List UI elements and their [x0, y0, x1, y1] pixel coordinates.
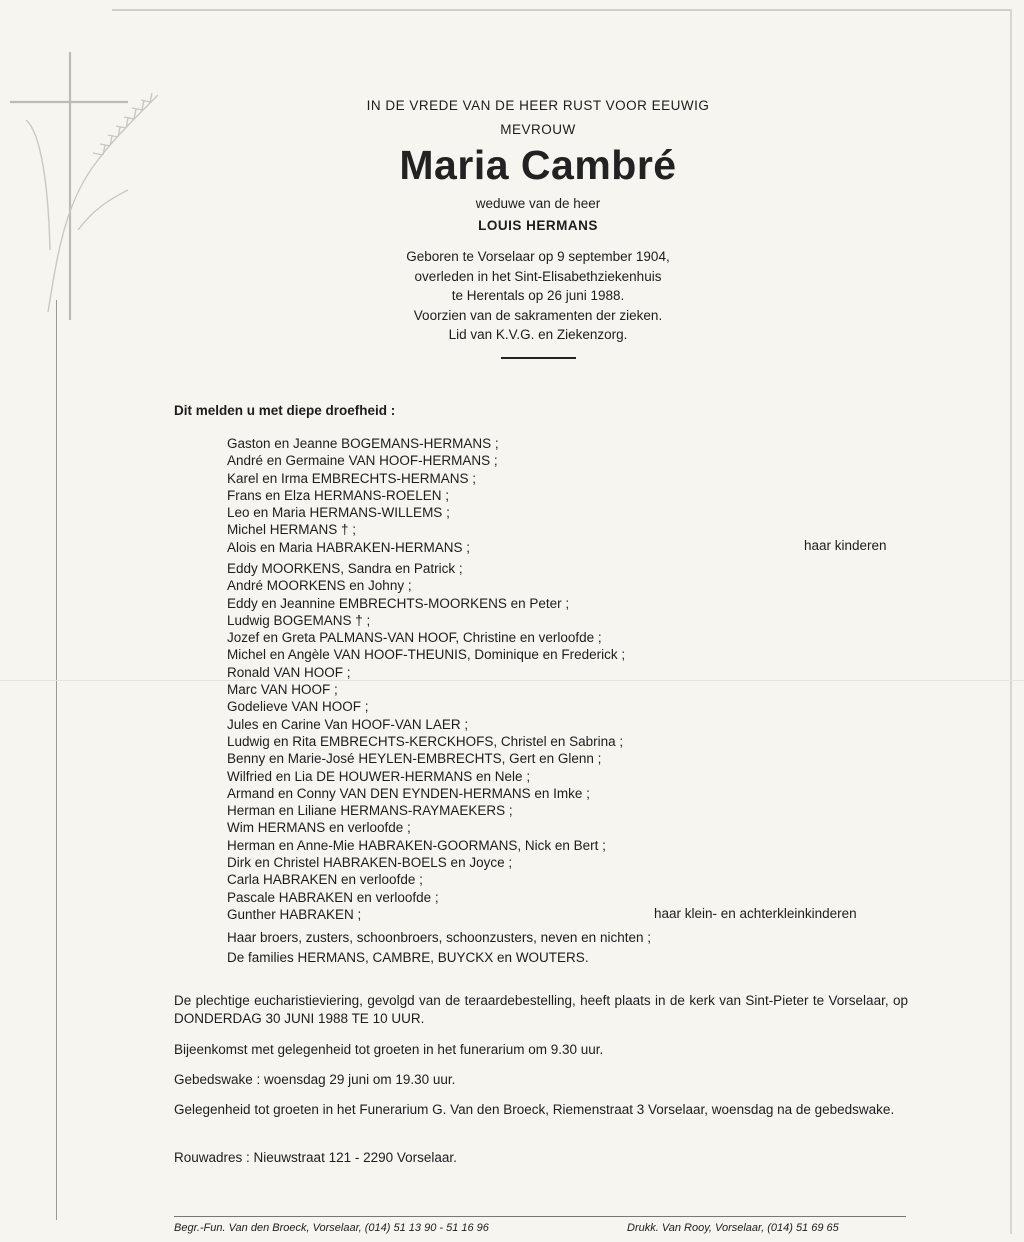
list-item: Gaston en Jeanne BOGEMANS-HERMANS ; — [227, 436, 499, 451]
list-item: Dirk en Christel HABRAKEN-BOELS en Joyce ; — [227, 855, 513, 871]
list-item: Godelieve VAN HOOF ; — [227, 699, 369, 715]
list-item: André MOORKENS en Johny ; — [227, 578, 412, 594]
list-item: Karel en Irma EMBRECHTS-HERMANS ; — [227, 470, 477, 486]
list-item: Frans en Elza HERMANS-ROELEN ; — [227, 487, 450, 503]
bio-line: Voorzien van de sakramenten der zieken. — [413, 307, 663, 323]
list-item: Ronald VAN HOOF ; — [227, 664, 351, 680]
list-item: Wim HERMANS en verloofde ; — [227, 820, 411, 836]
list-item: Ludwig BOGEMANS † ; — [227, 612, 371, 628]
list-item: Michel en Angèle VAN HOOF-THEUNIS, Dominique en Frederick ; — [227, 647, 626, 663]
footer-divider — [174, 1216, 906, 1217]
list-item: Wilfried en Lia DE HOUWER-HERMANS en Nele ; — [227, 768, 531, 784]
viewing-paragraph: Gelegenheid tot groeten in het Funerarium G. Van den Broeck, Riemenstraat 3 Vorselaar, woensdag na de gebedswake. — [174, 1102, 895, 1117]
intro-line-1: IN DE VREDE VAN DE HEER RUST VOOR EEUWIG — [366, 98, 710, 113]
list-item: André en Germaine VAN HOOF-HERMANS ; — [227, 453, 498, 469]
intro-line-2: MEVROUW — [500, 122, 576, 137]
list-item: Leo en Maria HERMANS-WILLEMS ; — [227, 505, 450, 521]
list-item: Jules en Carine Van HOOF-VAN LAER ; — [227, 716, 469, 732]
bio-line: overleden in het Sint-Elisabethziekenhuis — [414, 268, 662, 284]
biography — [288, 247, 788, 345]
list-item: Eddy MOORKENS, Sandra en Patrick ; — [227, 561, 463, 576]
list-item: Herman en Liliane HERMANS-RAYMAEKERS ; — [227, 803, 513, 819]
list-item: Jozef en Greta PALMANS-VAN HOOF, Christine en verloofde ; — [227, 630, 602, 646]
bio-line: Lid van K.V.G. en Ziekenzorg. — [448, 327, 628, 342]
gathering-paragraph: Bijeenkomst met gelegenheid tot groeten in het funerarium om 9.30 uur. — [174, 1042, 604, 1057]
paper-edge-top — [112, 9, 1012, 11]
cross-with-wheat-icon — [8, 50, 168, 330]
separator-line — [501, 357, 576, 359]
card-fold-line — [56, 300, 57, 1220]
list-item: Benny en Marie-José HEYLEN-EMBRECHTS, Gert en Glenn ; — [227, 751, 602, 767]
printer-credit: Drukk. Van Rooy, Vorselaar, (014) 51 69 65 — [627, 1222, 839, 1234]
paper-edge-right — [1010, 9, 1012, 1234]
list-item: Michel HERMANS † ; — [227, 522, 357, 538]
list-item: Haar broers, zusters, schoonbroers, schoonzusters, neven en nichten ; — [227, 930, 651, 945]
other-relatives — [227, 928, 651, 967]
husband-name: LOUIS HERMANS — [478, 218, 598, 233]
grandchildren-list — [227, 560, 625, 923]
wake-paragraph: Gebedswake : woensdag 29 juni om 19.30 uur. — [174, 1072, 456, 1087]
bio-line: te Herentals op 26 juni 1988. — [451, 288, 625, 303]
bio-line: Geboren te Vorselaar op 9 september 1904, — [406, 249, 670, 264]
widow-of-text: weduwe van de heer — [475, 196, 601, 211]
address-paragraph: Rouwadres : Nieuwstraat 121 - 2290 Vorselaar. — [174, 1150, 457, 1165]
grandchildren-relation-label: haar klein- en achterkleinkinderen — [654, 906, 857, 921]
list-item: Armand en Conny VAN DEN EYNDEN-HERMANS en Imke ; — [227, 785, 590, 801]
list-item: Ludwig en Rita EMBRECHTS-KERCKHOFS, Christel en Sabrina ; — [227, 733, 624, 749]
list-item: Alois en Maria HABRAKEN-HERMANS ; — [227, 539, 471, 555]
children-relation-label: haar kinderen — [804, 538, 887, 553]
funeral-director-credit: Begr.-Fun. Van den Broeck, Vorselaar, (014) 51 13 90 - 51 16 96 — [174, 1222, 489, 1234]
intro-text — [288, 94, 788, 142]
list-item: Eddy en Jeannine EMBRECHTS-MOORKENS en Peter ; — [227, 595, 570, 611]
announcement: Dit melden u met diepe droefheid : — [174, 403, 396, 418]
deceased-name: Maria Cambré — [399, 142, 677, 188]
children-list — [227, 435, 499, 556]
list-item: Marc VAN HOOF ; — [227, 682, 338, 698]
list-item: Pascale HABRAKEN en verloofde ; — [227, 889, 439, 905]
list-item: Carla HABRAKEN en verloofde ; — [227, 872, 423, 888]
list-item: Gunther HABRAKEN ; — [227, 906, 362, 922]
list-item: Herman en Anne-Mie HABRAKEN-GOORMANS, Nick en Bert ; — [227, 837, 606, 853]
ceremony-paragraph: De plechtige eucharistieviering, gevolgd van de teraardebestelling, heeft plaats in de kerk van Sint-Pieter te Vorselaar, op DONDERDAG 30 JUNI 1988 TE 10 UUR. — [174, 993, 908, 1026]
list-item: De families HERMANS, CAMBRE, BUYCKX en WOUTERS. — [227, 949, 589, 965]
